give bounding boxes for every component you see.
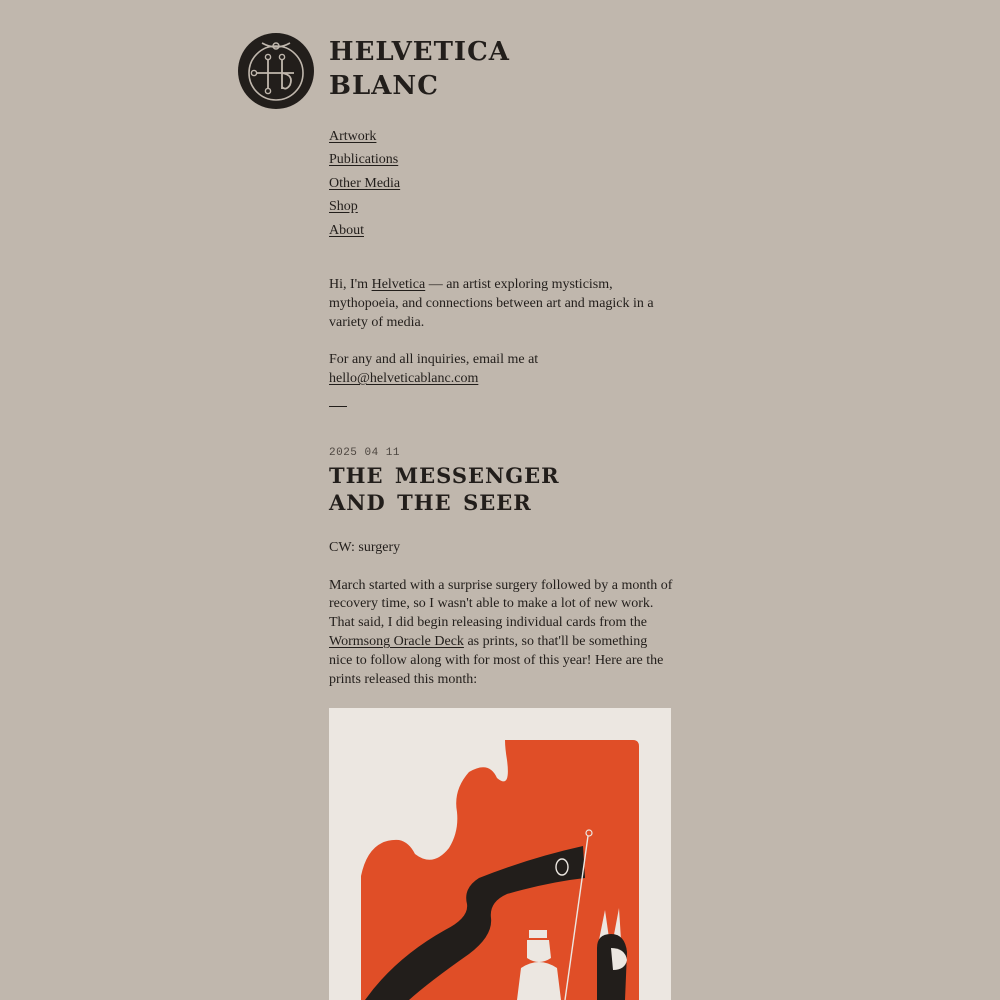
site-title[interactable] [329, 25, 510, 103]
artist-name-link[interactable]: Helvetica [371, 277, 426, 292]
email-link[interactable]: hello@helveticablanc.com [329, 370, 479, 386]
artwork-image[interactable] [329, 708, 671, 1000]
content-warning: CW: surgery [329, 540, 401, 555]
wormsong-deck-link[interactable]: Wormsong Oracle Deck [329, 633, 464, 649]
post-text-part-2: as prints, so that'll be something nice to follow along with for most of this year! Here are the prints released this month: [329, 633, 664, 687]
section-divider [329, 406, 347, 407]
post-title-line-1: the messenger [329, 456, 560, 491]
nav-item-publications[interactable]: Publications [329, 152, 399, 168]
inquiry-paragraph [329, 351, 674, 389]
site-title-line-2: blanc [329, 59, 439, 103]
nav-item-other-media[interactable]: Other Media [329, 175, 401, 191]
intro-section [329, 276, 674, 408]
post-title[interactable] [329, 456, 560, 518]
nav-item-shop[interactable]: Shop [329, 199, 358, 215]
sigil-logo-icon[interactable] [238, 33, 314, 109]
intro-paragraph [329, 276, 674, 332]
post-title-line-2: and the seer [329, 483, 532, 518]
post-date: 2025 04 11 [329, 447, 401, 459]
inquiry-text: For any and all inquiries, email me at [329, 352, 539, 368]
intro-greeting-prefix: Hi, I'm [329, 277, 372, 292]
post-text-part-1: March started with a surprise surgery followed by a month of recovery time, so I wasn't able to make a lot of new work. That said, I did begin releasing individual cards from the [329, 577, 673, 631]
post-paragraph [329, 577, 674, 690]
oracle-card-illustration [329, 708, 671, 1000]
intro-greeting-suffix: — an artist exploring mysticism, mythopoeia, and connections between art and magick in a variety of media. [329, 277, 654, 330]
site-title-line-1: helvetica [329, 25, 510, 69]
nav-item-artwork[interactable]: Artwork [329, 129, 377, 144]
post-body [329, 539, 674, 708]
main-nav [329, 126, 400, 243]
nav-item-about[interactable]: About [329, 222, 364, 238]
